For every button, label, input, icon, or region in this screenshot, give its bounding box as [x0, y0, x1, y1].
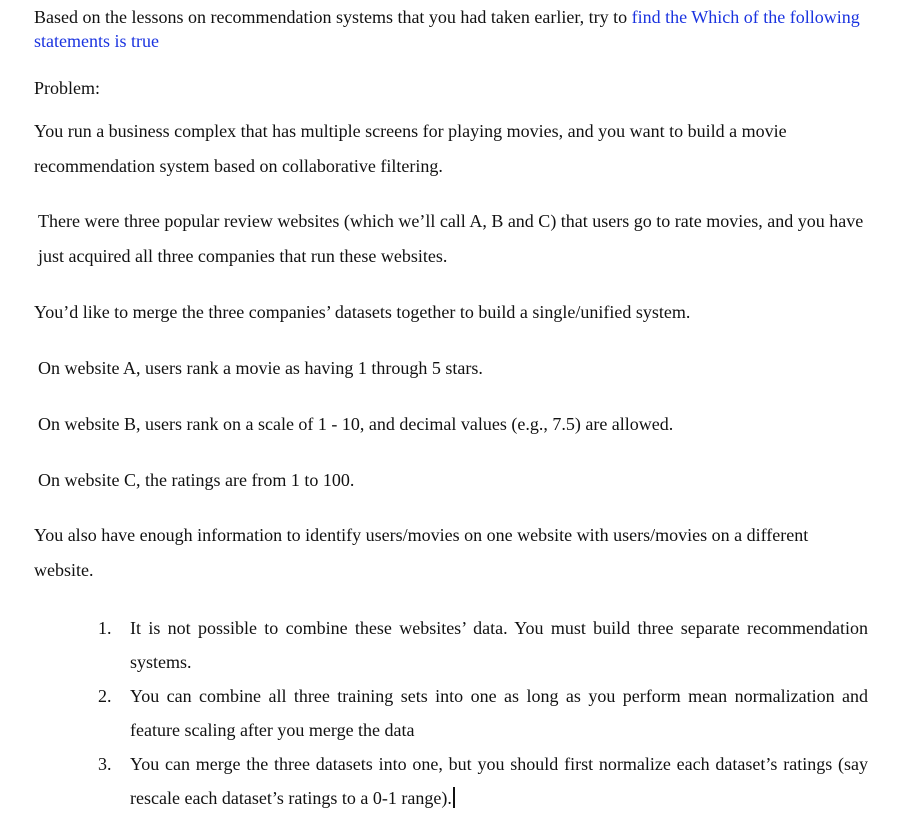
paragraph-merge: You’d like to merge the three companies’ datasets together to build a single/unified system.: [34, 302, 691, 322]
paragraph-business: You run a business complex that has multiple screens for playing movies, and you want to build a movie recommendation system based on collaborative filtering.: [34, 121, 787, 176]
option-number: 2.: [98, 686, 112, 706]
problem-label: Problem:: [34, 78, 100, 98]
paragraph-websites: There were three popular review websites (which we’ll call A, B and C) that users go to rate movies, and you have just acquired all three companies that run these websites.: [38, 211, 864, 266]
option-1[interactable]: [96, 611, 868, 679]
paragraph-identify: You also have enough information to identify users/movies on one website with users/movies on a different website.: [34, 525, 809, 580]
option-text: It is not possible to combine these websites’ data. You must build three separate recommendation systems.: [130, 618, 868, 672]
paragraph-website-c: On website C, the ratings are from 1 to 100.: [38, 470, 355, 490]
answer-options: [96, 611, 868, 815]
option-number: 1.: [98, 618, 112, 638]
option-text: You can combine all three training sets into one as long as you perform mean normalization and feature scaling after you merge the data: [130, 686, 868, 740]
intro-text: [34, 5, 874, 53]
text-cursor: [453, 787, 455, 808]
intro-prefix: Based on the lessons on recommendation systems that you had taken earlier, try to: [34, 7, 632, 27]
option-text: You can merge the three datasets into one, but you should first normalize each dataset’s ratings (say rescale each dataset’s ratings to a 0-1 range).: [130, 754, 868, 808]
question-link[interactable]: find the Which of the following statements is true: [34, 7, 860, 51]
option-3[interactable]: [96, 747, 868, 815]
option-number: 3.: [98, 754, 112, 774]
option-2[interactable]: [96, 679, 868, 747]
paragraph-website-a: On website A, users rank a movie as having 1 through 5 stars.: [38, 358, 483, 378]
paragraph-website-b: On website B, users rank on a scale of 1 - 10, and decimal values (e.g., 7.5) are allowed.: [38, 414, 674, 434]
